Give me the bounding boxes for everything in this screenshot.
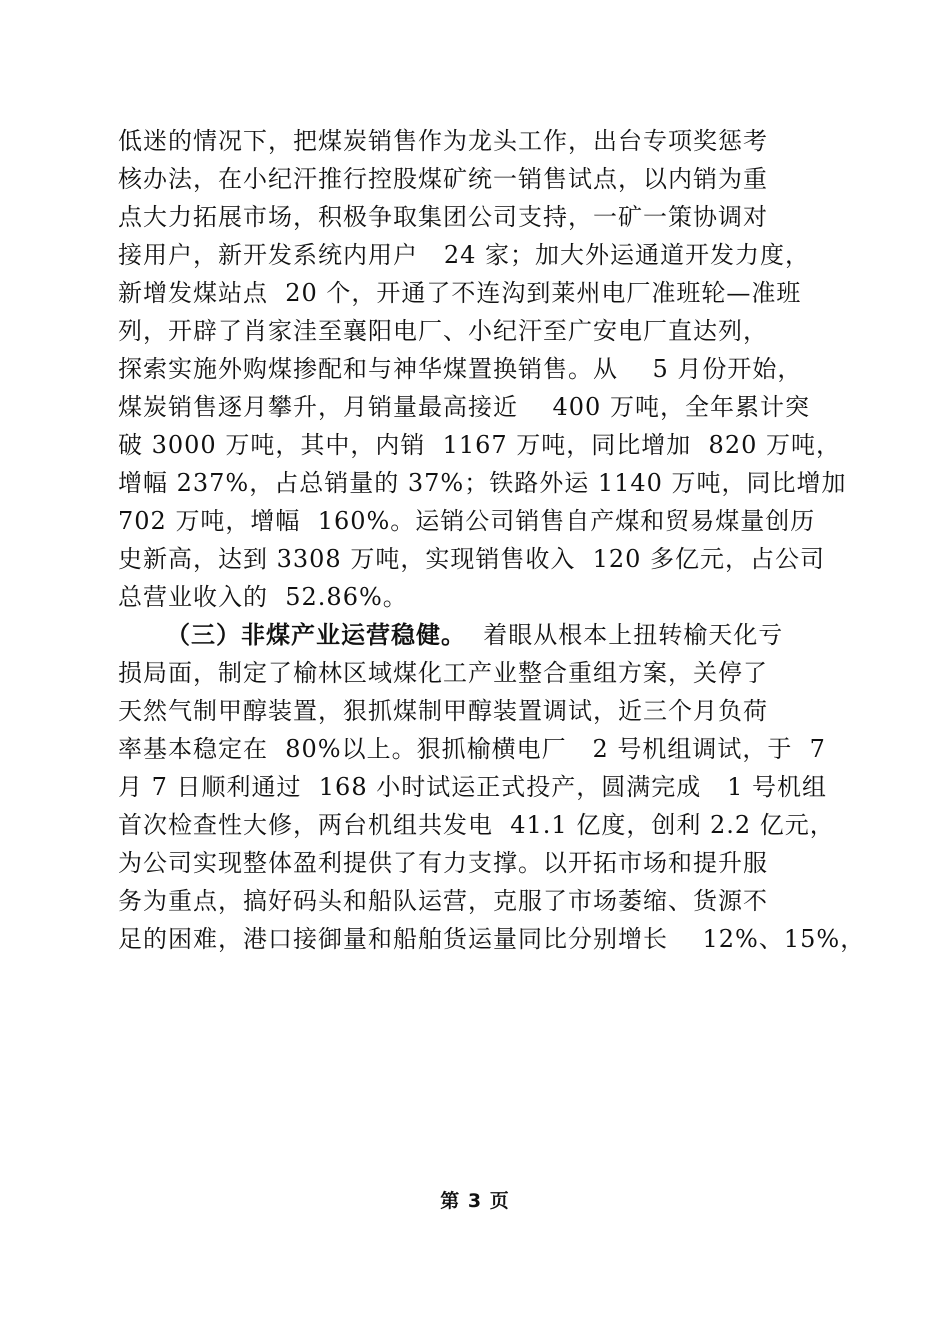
text-line: 列，开辟了肖家洼至襄阳电厂、小纪汗至广安电厂直达列， <box>118 317 768 345</box>
text-line: 总营业收入的 52.86%。 <box>118 583 408 611</box>
text-line: 煤炭销售逐月攀升，月销量最高接近 400 万吨，全年累计突 <box>118 393 810 421</box>
page-number: 第 3 页 <box>440 1190 510 1212</box>
text-line: 核办法，在小纪汗推行控股煤矿统一销售试点，以内销为重 <box>118 165 768 193</box>
text-line: 月 7 日顺利通过 168 小时试运正式投产，圆满完成 1 号机组 <box>118 773 828 801</box>
text-line-rest: 着眼从根本上扭转榆天化亏 <box>466 621 784 649</box>
text-line: 接用户，新开发系统内用户 24 家；加大外运通道开发力度， <box>118 241 811 269</box>
section-heading-line <box>166 616 783 654</box>
text-line: 足的困难，港口接御量和船舶货运量同比分别增长 12%、15%， <box>118 925 866 953</box>
text-line: 破 3000 万吨，其中，内销 1167 万吨，同比增加 820 万吨， <box>118 431 841 459</box>
section-heading: （三）非煤产业运营稳健。 <box>166 621 466 649</box>
text-line: 天然气制甲醇装置，狠抓煤制甲醇装置调试，近三个月负荷 <box>118 697 768 725</box>
text-line: 史新高，达到 3308 万吨，实现销售收入 120 多亿元，占公司 <box>118 545 826 573</box>
text-line: 低迷的情况下，把煤炭销售作为龙头工作，出台专项奖惩考 <box>118 127 768 155</box>
text-line: 务为重点，搞好码头和船队运营，克服了市场萎缩、货源不 <box>118 887 768 915</box>
text-line: 702 万吨，增幅 160%。运销公司销售自产煤和贸易煤量创历 <box>118 507 816 535</box>
text-line: 点大力拓展市场，积极争取集团公司支持，一矿一策协调对 <box>118 203 768 231</box>
text-line: 率基本稳定在 80%以上。狠抓榆横电厂 2 号机组调试，于 7 <box>118 735 826 763</box>
text-line: 为公司实现整体盈利提供了有力支撑。以开拓市场和提升服 <box>118 849 768 877</box>
text-line: 增幅 237%，占总销量的 37%；铁路外运 1140 万吨，同比增加 <box>118 469 847 497</box>
text-line: 新增发煤站点 20 个，开通了不连沟到莱州电厂准班轮—准班 <box>118 279 802 307</box>
text-line: 首次检查性大修，两台机组共发电 41.1 亿度，创利 2.2 亿元， <box>118 811 835 839</box>
text-line: 损局面，制定了榆林区域煤化工产业整合重组方案，关停了 <box>118 659 768 687</box>
text-line: 探索实施外购煤掺配和与神华煤置换销售。从 5 月份开始， <box>118 355 803 383</box>
